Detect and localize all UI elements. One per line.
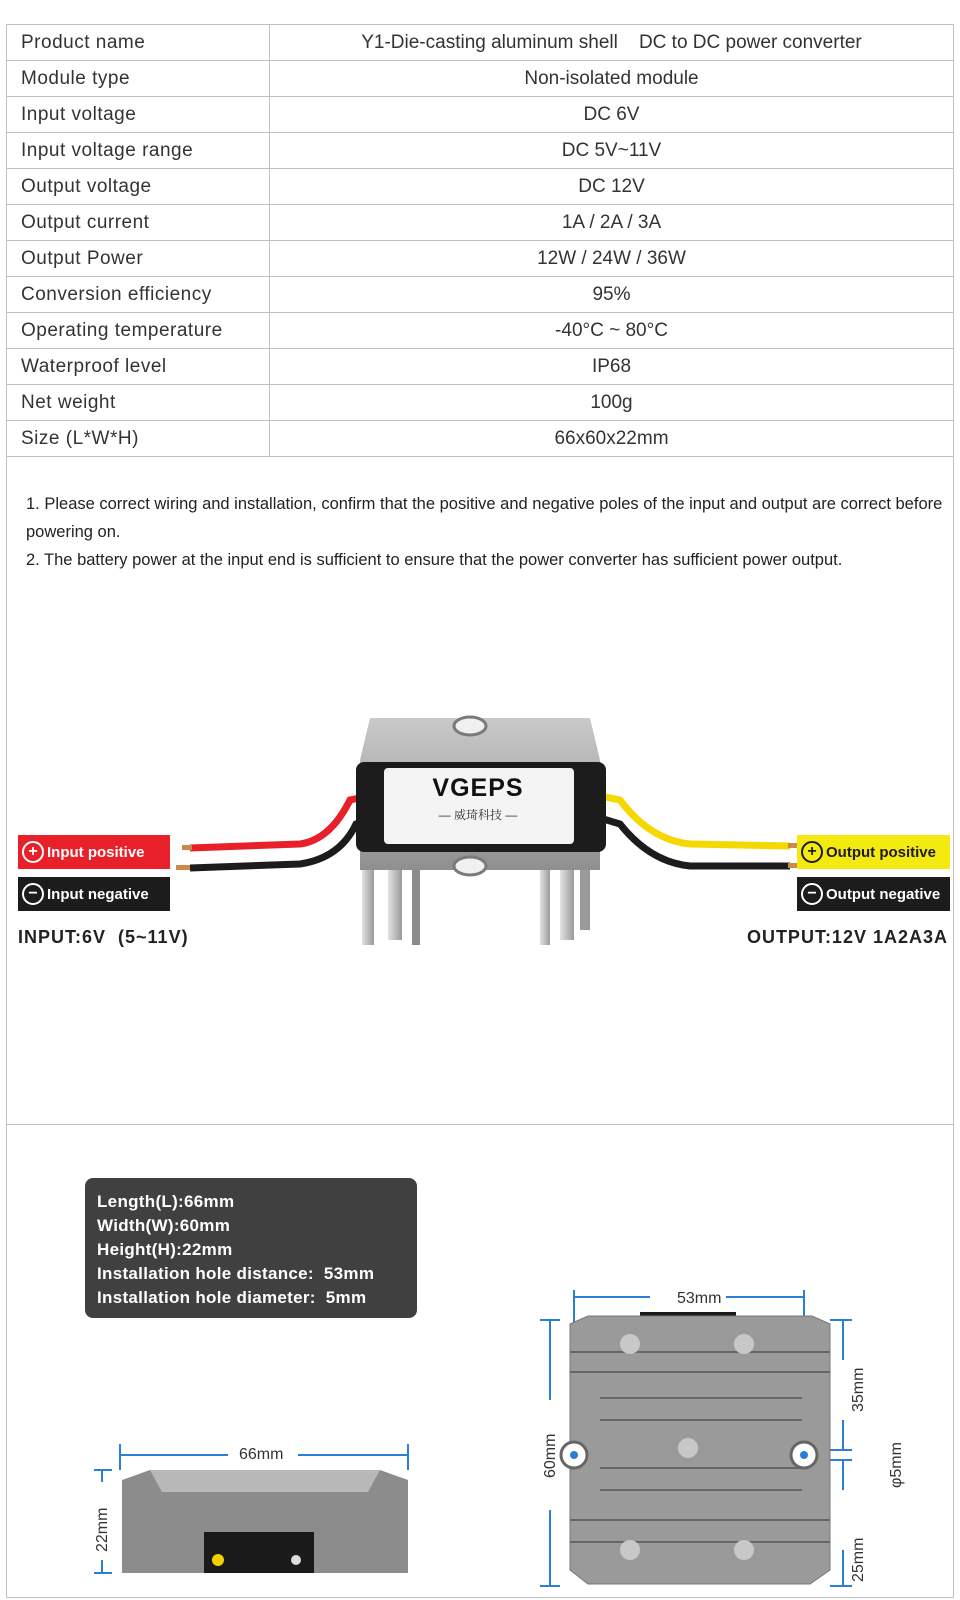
spec-key: Operating temperature (7, 313, 270, 349)
spec-row (7, 241, 954, 277)
spec-row (7, 349, 954, 385)
spec-table (6, 24, 954, 457)
notes (26, 490, 946, 574)
plus-icon: + (22, 841, 44, 863)
spec-row (7, 313, 954, 349)
brand-subtitle: — 威琦科技 — (438, 808, 518, 822)
output-negative-text: Output negative (826, 885, 941, 903)
top-view-drawing (540, 1280, 900, 1600)
note-1: 1. Please correct wiring and installation, confirm that the positive and negative poles of the input and output are correct before powering on. (26, 495, 943, 541)
input-spec: INPUT:6V (5~11V) (18, 927, 189, 947)
side-view-drawing (90, 1440, 420, 1600)
dim-line-hole-distance: Installation hole distance: 53mm (97, 1264, 375, 1283)
spec-key: Output current (7, 205, 270, 241)
spec-value: DC 12V (270, 169, 954, 205)
hole-diameter-dimension: φ5mm (888, 1442, 905, 1488)
spec-row (7, 97, 954, 133)
input-negative-text: Input negative (47, 885, 149, 903)
spec-row (7, 133, 954, 169)
dimension-25: 25mm (850, 1537, 867, 1582)
spec-key: Waterproof level (7, 349, 270, 385)
input-negative-label (18, 877, 170, 911)
spec-key: Output voltage (7, 169, 270, 205)
spec-value: Y1-Die-casting aluminum shell DC to DC power converter (270, 25, 954, 61)
height-dimension: 22mm (94, 1507, 111, 1552)
spec-key: Net weight (7, 385, 270, 421)
output-positive-text: Output positive (826, 843, 936, 861)
brand-name: VGEPS (432, 774, 524, 802)
dimension-info-box (85, 1178, 417, 1318)
spec-row (7, 205, 954, 241)
spec-row (7, 25, 954, 61)
output-positive-label (797, 835, 950, 869)
spec-key: Output Power (7, 241, 270, 277)
spec-value: DC 5V~11V (270, 133, 954, 169)
dimension-35: 35mm (850, 1367, 867, 1412)
spec-key: Conversion efficiency (7, 277, 270, 313)
input-positive-label (18, 835, 170, 869)
note-2: 2. The battery power at the input end is sufficient to ensure that the power converter has sufficient power output. (26, 551, 843, 569)
spec-key: Module type (7, 61, 270, 97)
spec-value: 1A / 2A / 3A (270, 205, 954, 241)
spec-key: Size (L*W*H) (7, 421, 270, 457)
section-divider (6, 1124, 954, 1125)
spec-value: 95% (270, 277, 954, 313)
spec-value: 100g (270, 385, 954, 421)
spec-value: 12W / 24W / 36W (270, 241, 954, 277)
spec-key: Product name (7, 25, 270, 61)
spec-key: Input voltage (7, 97, 270, 133)
hole-distance-dimension: 53mm (677, 1290, 722, 1307)
output-negative-label (797, 877, 950, 911)
spec-row (7, 61, 954, 97)
dim-line-hole-diameter: Installation hole diameter: 5mm (97, 1288, 367, 1307)
dim-line-length: Length(L):66mm (97, 1192, 235, 1211)
spec-value: Non-isolated module (270, 61, 954, 97)
length-dimension: 66mm (239, 1446, 284, 1463)
spec-row (7, 385, 954, 421)
plus-icon: + (801, 841, 823, 863)
minus-icon: − (801, 883, 823, 905)
spec-row (7, 169, 954, 205)
spec-value: IP68 (270, 349, 954, 385)
spec-row (7, 421, 954, 457)
spec-row (7, 277, 954, 313)
spec-key: Input voltage range (7, 133, 270, 169)
dim-line-width: Width(W):60mm (97, 1216, 231, 1235)
minus-icon: − (22, 883, 44, 905)
width-dimension: 60mm (542, 1433, 559, 1478)
spec-value: 66x60x22mm (270, 421, 954, 457)
input-positive-text: Input positive (47, 843, 145, 861)
spec-value: DC 6V (270, 97, 954, 133)
dim-line-height: Height(H):22mm (97, 1240, 233, 1259)
spec-value: -40°C ~ 80°C (270, 313, 954, 349)
output-spec: OUTPUT:12V 1A2A3A (746, 927, 948, 947)
